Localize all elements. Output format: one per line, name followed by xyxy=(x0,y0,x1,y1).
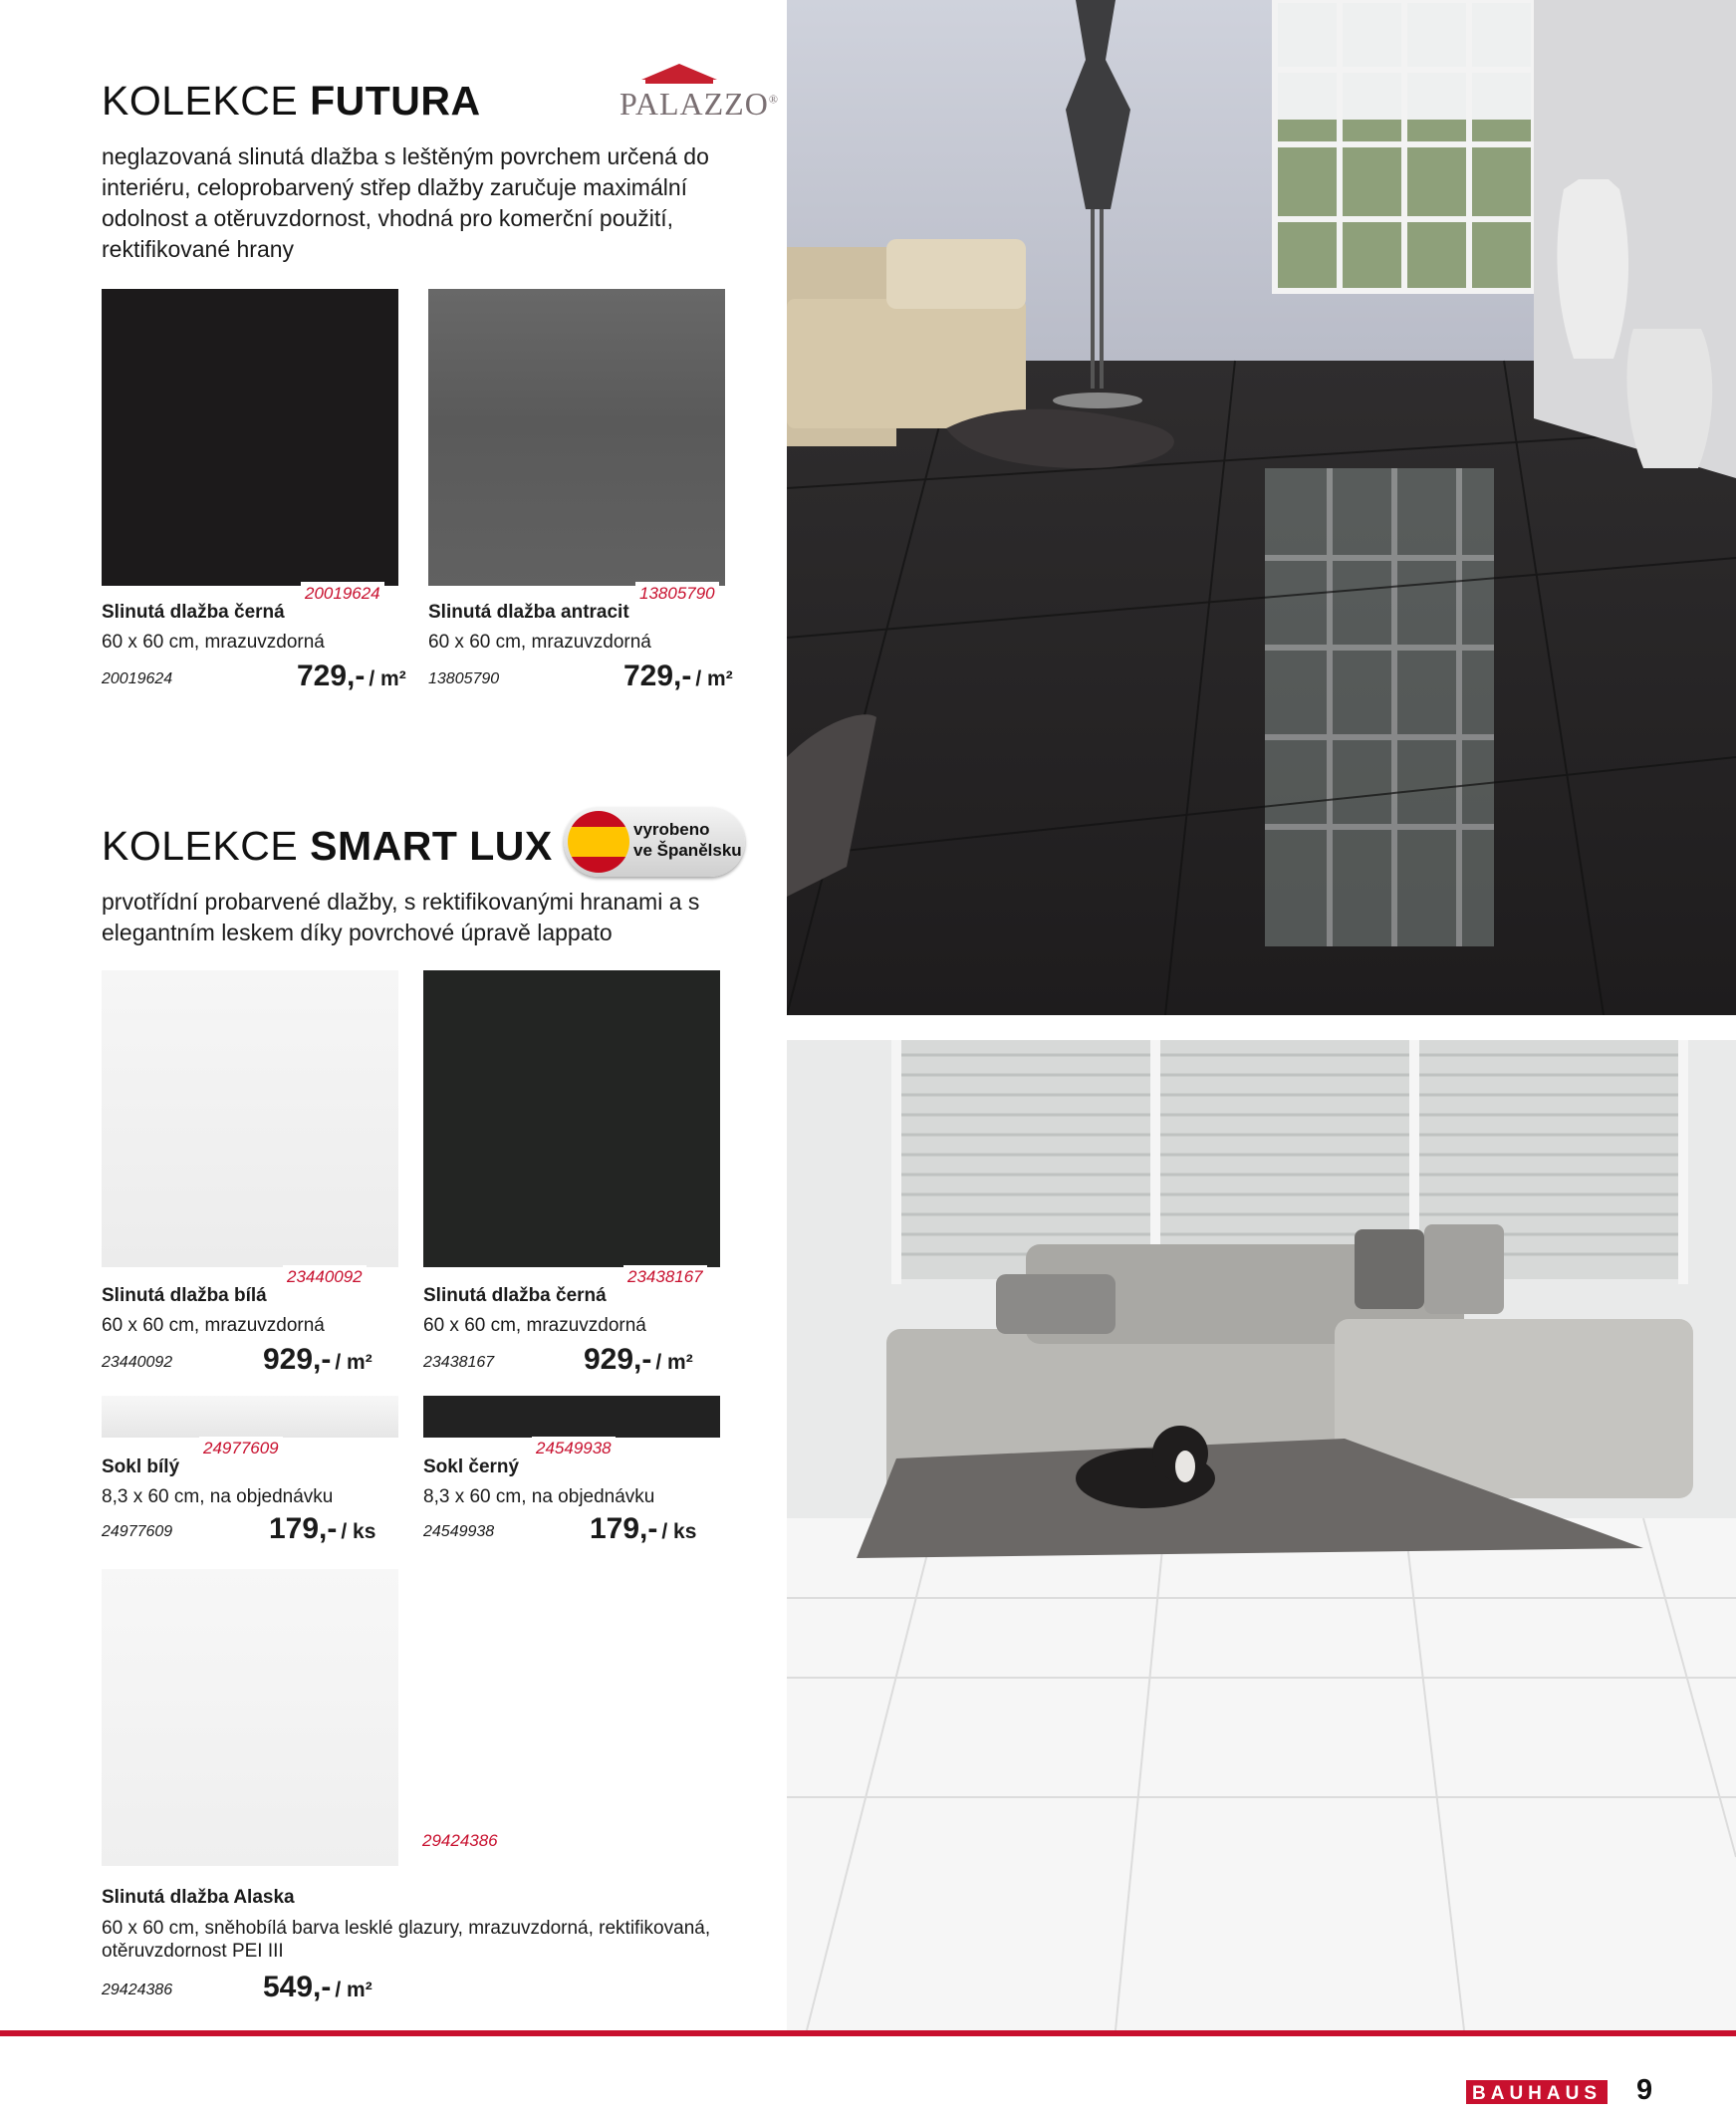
price-unit: / ks xyxy=(661,1520,697,1543)
tile-swatch-black xyxy=(102,289,398,586)
interior-photo-white-floor-drawing xyxy=(787,1040,1736,2030)
tile-swatch-alaska xyxy=(102,1569,398,1866)
smartlux-description: prvotřídní probarvené dlažby, s rektifikovanými hranami a s elegantním leskem díky povrchové úpravě lappato xyxy=(102,889,700,945)
price-unit: / m² xyxy=(369,667,406,690)
product-price xyxy=(263,1971,372,2004)
interior-photo-black-floor xyxy=(787,0,1736,1015)
tile-swatch-anthracite xyxy=(428,289,725,586)
product-dimensions: 8,3 x 60 cm, na objednávku xyxy=(102,1486,334,1507)
futura-title-bold: FUTURA xyxy=(310,78,481,124)
product-price xyxy=(590,1512,696,1546)
price-value: 179,- xyxy=(590,1512,658,1545)
product-code-tag: 24549938 xyxy=(532,1437,616,1458)
badge-line-1: vyrobeno xyxy=(633,820,710,839)
product-code: 24549938 xyxy=(423,1523,495,1540)
price-value: 729,- xyxy=(623,660,692,692)
interior-photo-white-floor xyxy=(787,1040,1736,2030)
product-dimensions: 60 x 60 cm, mrazuvzdorná xyxy=(102,1315,325,1336)
price-value: 929,- xyxy=(584,1343,652,1376)
price-value: 929,- xyxy=(263,1343,332,1376)
product-name: Slinutá dlažba antracit xyxy=(428,602,629,623)
product-dimensions: 60 x 60 cm, mrazuvzdorná xyxy=(423,1315,646,1336)
spain-flag-icon xyxy=(568,811,629,873)
bauhaus-logo xyxy=(1466,2080,1608,2104)
product-dimensions: 60 x 60 cm, mrazuvzdorná xyxy=(102,632,325,653)
tile-swatch-white xyxy=(102,970,398,1267)
product-code-tag: 23440092 xyxy=(283,1265,367,1287)
product-price xyxy=(297,660,406,693)
price-value: 179,- xyxy=(269,1512,338,1545)
skirting-swatch-white xyxy=(102,1396,398,1438)
price-unit: / m² xyxy=(695,667,733,690)
product-price xyxy=(584,1343,693,1377)
product-description: 60 x 60 cm, sněhobílá barva lesklé glazury, mrazuvzdorná, rektifikovaná, otěruvzdornost PEI III xyxy=(102,1918,711,1962)
product-code-tag: 13805790 xyxy=(635,582,719,604)
skirting-swatch-black xyxy=(423,1396,720,1438)
product-price xyxy=(623,660,733,693)
made-in-spain-badge xyxy=(564,807,745,877)
product-code-tag: 29424386 xyxy=(418,1829,502,1851)
smartlux-title xyxy=(102,823,553,870)
product-code: 29424386 xyxy=(102,1982,173,1998)
product-code: 13805790 xyxy=(428,670,500,687)
bauhaus-wordmark: BAUHAUS xyxy=(1466,2080,1608,2104)
product-name: Slinutá dlažba bílá xyxy=(102,1285,267,1306)
product-code-tag: 23438167 xyxy=(623,1265,707,1287)
product-code-tag: 24977609 xyxy=(199,1437,283,1458)
price-unit: / m² xyxy=(335,1351,372,1374)
futura-title xyxy=(102,78,481,125)
registered-mark: ® xyxy=(768,92,779,107)
product-code: 20019624 xyxy=(102,670,173,687)
product-code: 24977609 xyxy=(102,1523,173,1540)
product-name: Slinutá dlažba černá xyxy=(102,602,285,623)
product-code: 23440092 xyxy=(102,1354,173,1371)
product-name: Slinutá dlažba černá xyxy=(423,1285,607,1306)
smartlux-title-bold: SMART LUX xyxy=(310,823,553,869)
palazzo-wordmark: PALAZZO xyxy=(620,86,769,122)
price-unit: / ks xyxy=(341,1520,376,1543)
product-code-tag: 20019624 xyxy=(301,582,384,604)
product-price xyxy=(263,1343,372,1377)
footer-red-rule xyxy=(0,2030,1736,2036)
page-number: 9 xyxy=(1636,2074,1653,2106)
interior-photo-black-floor-drawing xyxy=(787,0,1736,1015)
smartlux-title-light: KOLEKCE xyxy=(102,823,299,869)
price-value: 729,- xyxy=(297,660,366,692)
badge-line-2: ve Španělsku xyxy=(633,841,742,860)
product-dimensions: 8,3 x 60 cm, na objednávku xyxy=(423,1486,655,1507)
product-dimensions: 60 x 60 cm, mrazuvzdorná xyxy=(428,632,651,653)
product-name: Sokl černý xyxy=(423,1456,520,1477)
price-unit: / m² xyxy=(655,1351,693,1374)
product-price xyxy=(269,1512,375,1546)
tile-swatch-black xyxy=(423,970,720,1267)
price-unit: / m² xyxy=(335,1979,372,2001)
product-name: Sokl bílý xyxy=(102,1456,180,1477)
futura-description: neglazovaná slinutá dlažba s leštěným povrchem určená do interiéru, celoprobarvený střep dlažby zaručuje maximální odolnost a otěruvzdornost, vhodná pro komerční použití, rektifikované hrany xyxy=(102,143,709,262)
palazzo-logo xyxy=(610,62,779,124)
product-name: Slinutá dlažba Alaska xyxy=(102,1887,295,1908)
futura-title-light: KOLEKCE xyxy=(102,78,299,124)
product-code: 23438167 xyxy=(423,1354,495,1371)
price-value: 549,- xyxy=(263,1971,332,2003)
